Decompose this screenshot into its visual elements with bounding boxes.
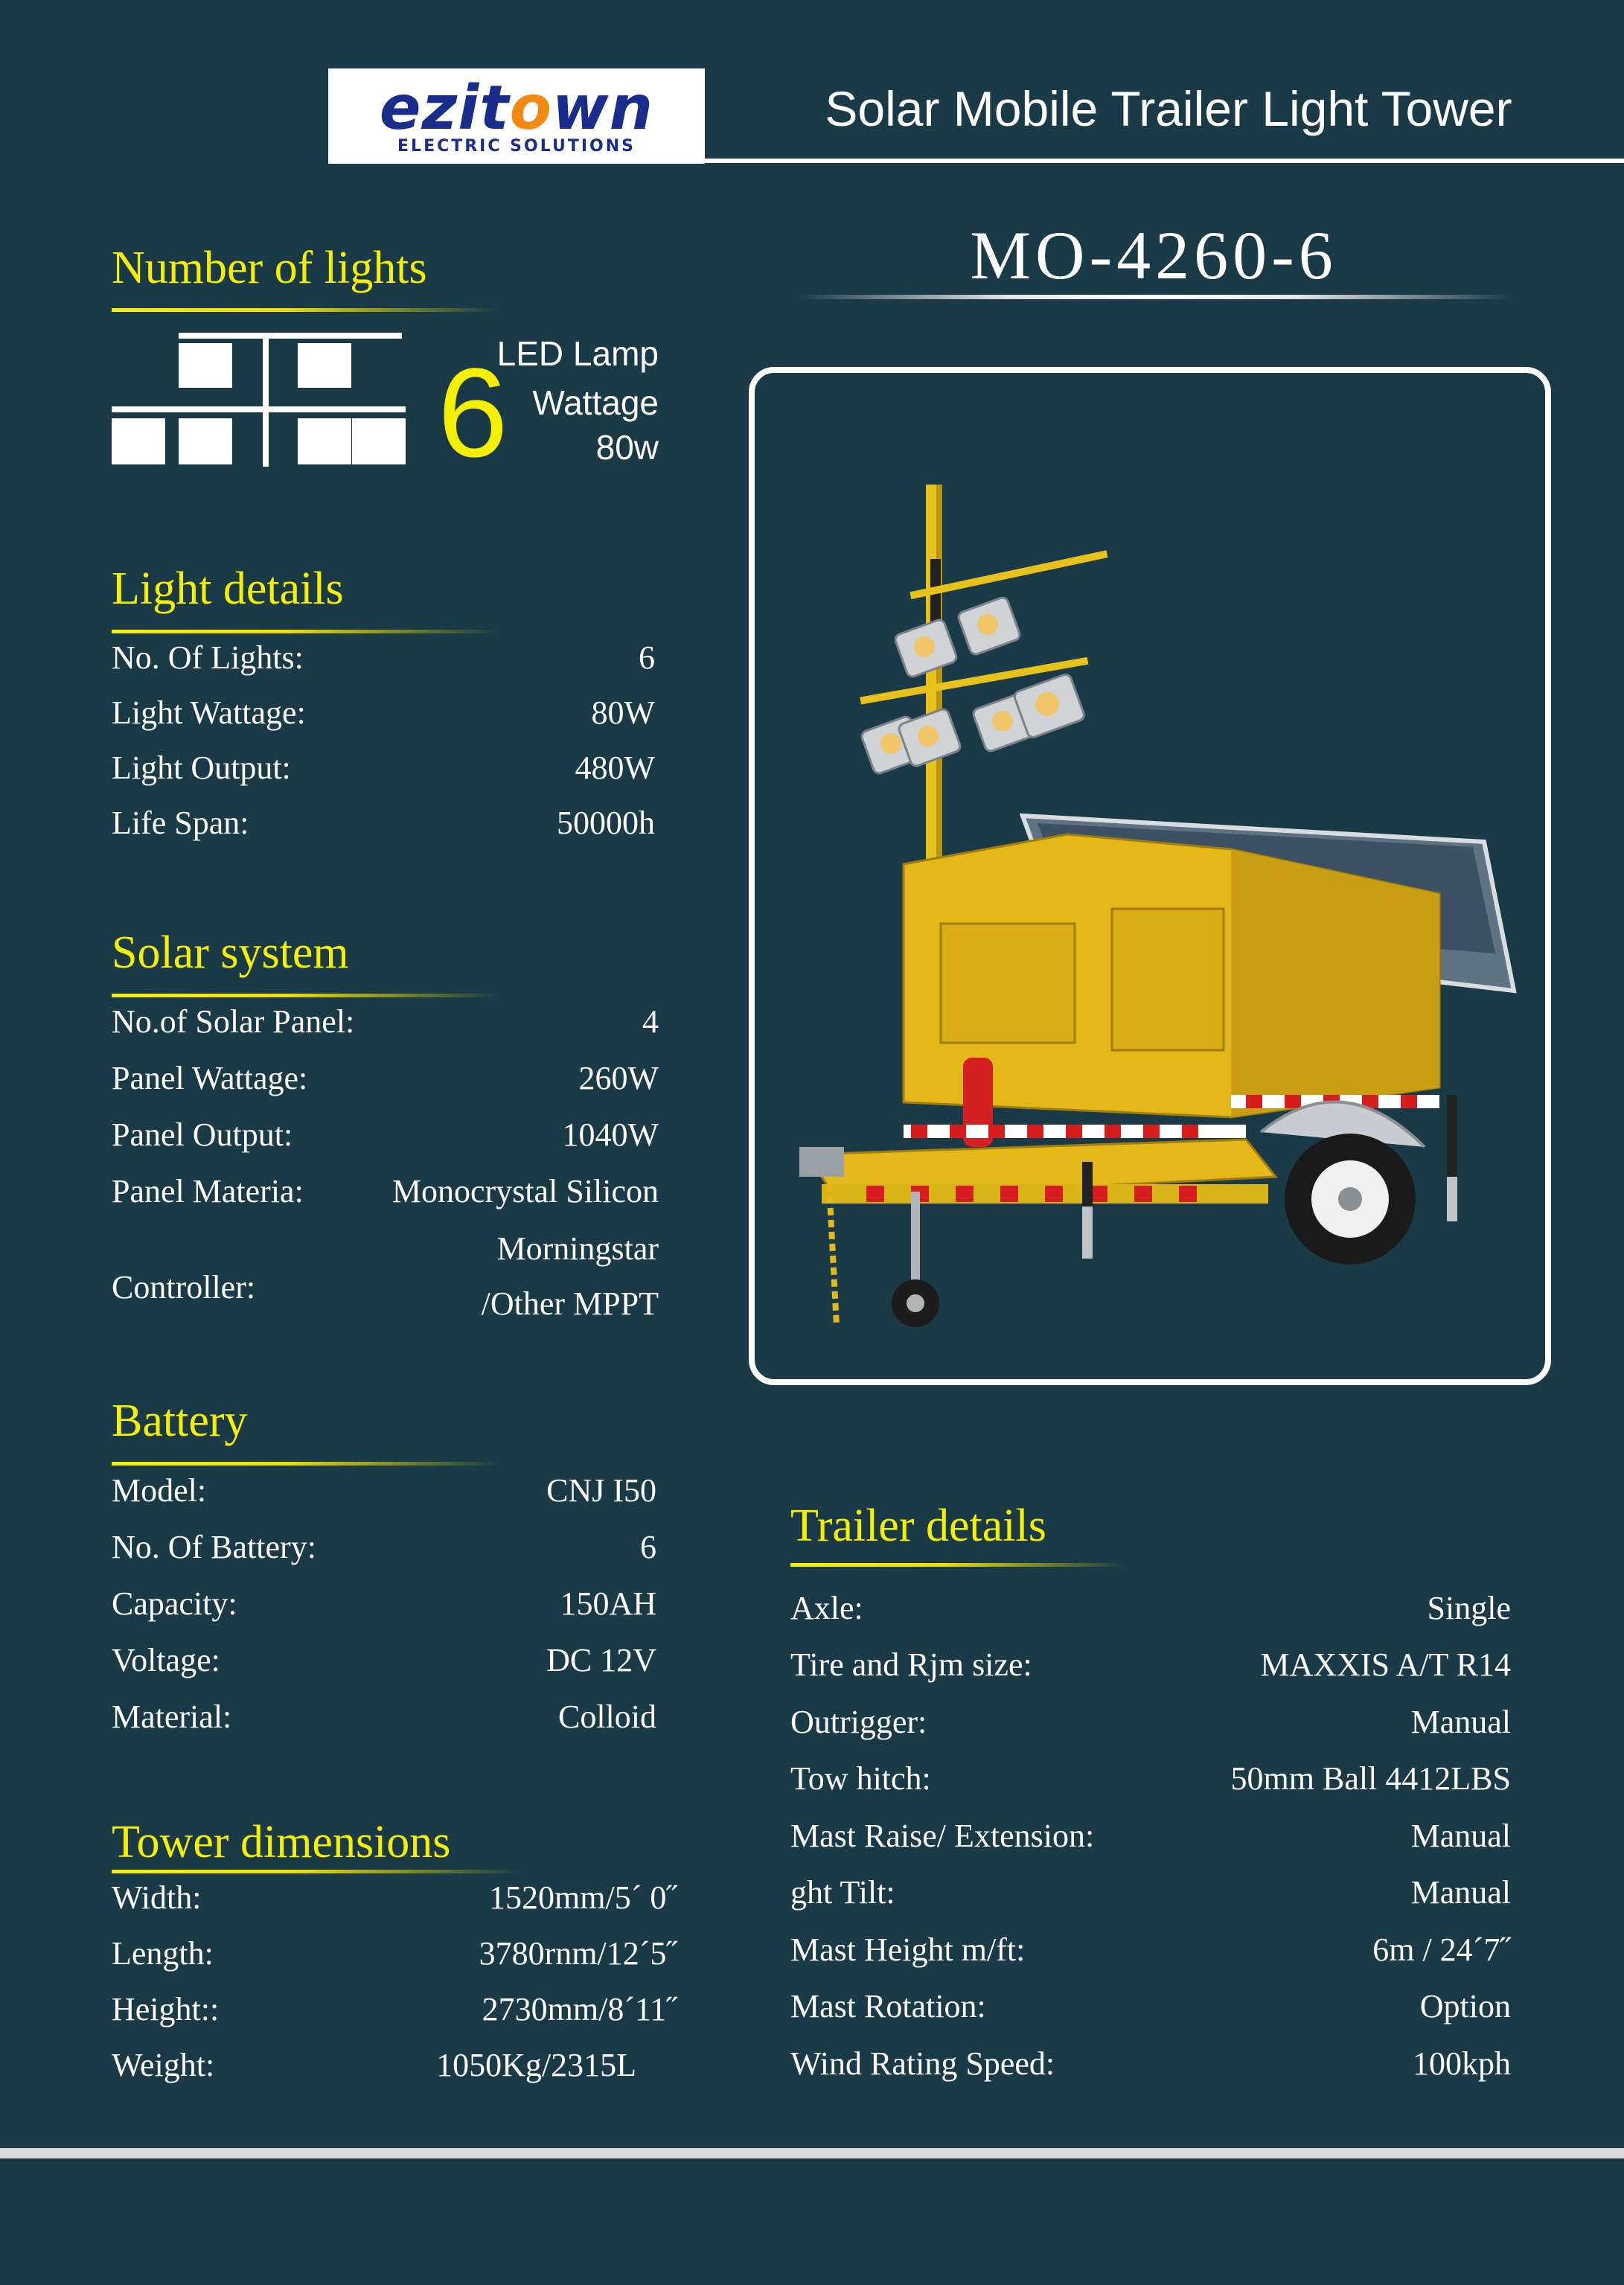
spec-row-tow-hitch: Tow hitch: 50mm Ball 4412LBS xyxy=(790,1760,1511,1797)
section-title-trailer-details: Trailer details xyxy=(790,1501,1046,1551)
trailer-light-tower-image xyxy=(755,373,1545,1379)
section-title-battery: Battery xyxy=(112,1396,248,1446)
spec-row-battery-capacity: Capacity: 150AH xyxy=(112,1585,656,1622)
spec-row-light-tilt: ght Tilt: Manual xyxy=(790,1874,1511,1911)
spec-row-life-span: Life Span: 50000h xyxy=(112,805,655,841)
model-number: MO-4260-6 xyxy=(970,217,1337,293)
spec-row-solar-panel-count: No.of Solar Panel: 4 xyxy=(112,1003,659,1040)
product-photo-frame xyxy=(749,367,1551,1385)
section-underline xyxy=(112,994,499,997)
section-underline xyxy=(112,308,499,312)
page-title: Solar Mobile Trailer Light Tower xyxy=(825,81,1512,136)
spec-row-lights: No. Of Lights: 6 xyxy=(112,639,655,676)
spec-row-light-output: Light Output: 480W xyxy=(112,750,655,786)
spec-row-mast-raise: Mast Raise/ Extension: Manual xyxy=(790,1818,1511,1854)
header-divider xyxy=(705,159,1624,163)
spec-row-light-wattage: Light Wattage: 80W xyxy=(112,694,655,731)
spec-row-height: Height:: 2730mm/8´11˝ xyxy=(112,1991,677,2027)
lamp-wattage-value: 80w xyxy=(595,428,659,467)
brand-wordmark: ezitown xyxy=(379,73,654,144)
spec-row-panel-material: Panel Materia: Monocrystal Silicon xyxy=(112,1173,659,1209)
section-title-number-of-lights: Number of lights xyxy=(112,243,427,293)
section-title-tower-dimensions: Tower dimensions xyxy=(112,1817,451,1867)
spec-row-weight: Weight: 1050Kg/2315L xyxy=(112,2047,636,2083)
spec-row-width: Width: 1520mm/5´ 0˝ xyxy=(112,1879,677,1916)
lamp-wattage-label: Wattage xyxy=(532,383,659,422)
section-title-solar-system: Solar system xyxy=(112,927,349,978)
model-underline xyxy=(796,295,1511,299)
spec-row-tire-size: Tire and Rjm size: MAXXIS A/T R14 xyxy=(790,1646,1511,1683)
spec-row-battery-material: Material: Colloid xyxy=(112,1698,656,1735)
spec-row-panel-output: Panel Output: 1040W xyxy=(112,1116,659,1153)
lights-icon xyxy=(112,333,406,467)
section-title-light-details: Light details xyxy=(112,563,344,614)
spec-row-wind-rating: Wind Rating Speed: 100kph xyxy=(790,2045,1511,2082)
spec-row-outrigger: Outrigger: Manual xyxy=(790,1704,1511,1740)
spec-row-controller: Controller: Morningstar /Other MPPT xyxy=(112,1230,659,1322)
spec-row-battery-voltage: Voltage: DC 12V xyxy=(112,1642,656,1678)
section-underline xyxy=(112,1870,521,1873)
lights-count: 6 xyxy=(438,342,508,484)
spec-row-panel-wattage: Panel Wattage: 260W xyxy=(112,1060,659,1096)
spec-row-battery-model: Model: CNJ I50 xyxy=(112,1472,656,1509)
spec-row-mast-rotation: Mast Rotation: Option xyxy=(790,1988,1511,2024)
spec-row-axle: Axle: Single xyxy=(790,1590,1511,1626)
footer-divider xyxy=(0,2148,1624,2158)
spec-row-mast-height: Mast Height m/ft: 6m / 24´7˝ xyxy=(790,1931,1511,1968)
brand-logo xyxy=(328,68,705,164)
lamp-type-label: LED Lamp xyxy=(496,334,659,373)
section-underline xyxy=(112,630,499,633)
spec-row-length: Length: 3780rnm/12´5˝ xyxy=(112,1935,677,1972)
section-underline xyxy=(112,1462,499,1466)
brand-tagline: ELECTRIC SOLUTIONS xyxy=(397,137,636,156)
spec-row-battery-count: No. Of Battery: 6 xyxy=(112,1529,656,1565)
section-underline xyxy=(790,1563,1125,1567)
